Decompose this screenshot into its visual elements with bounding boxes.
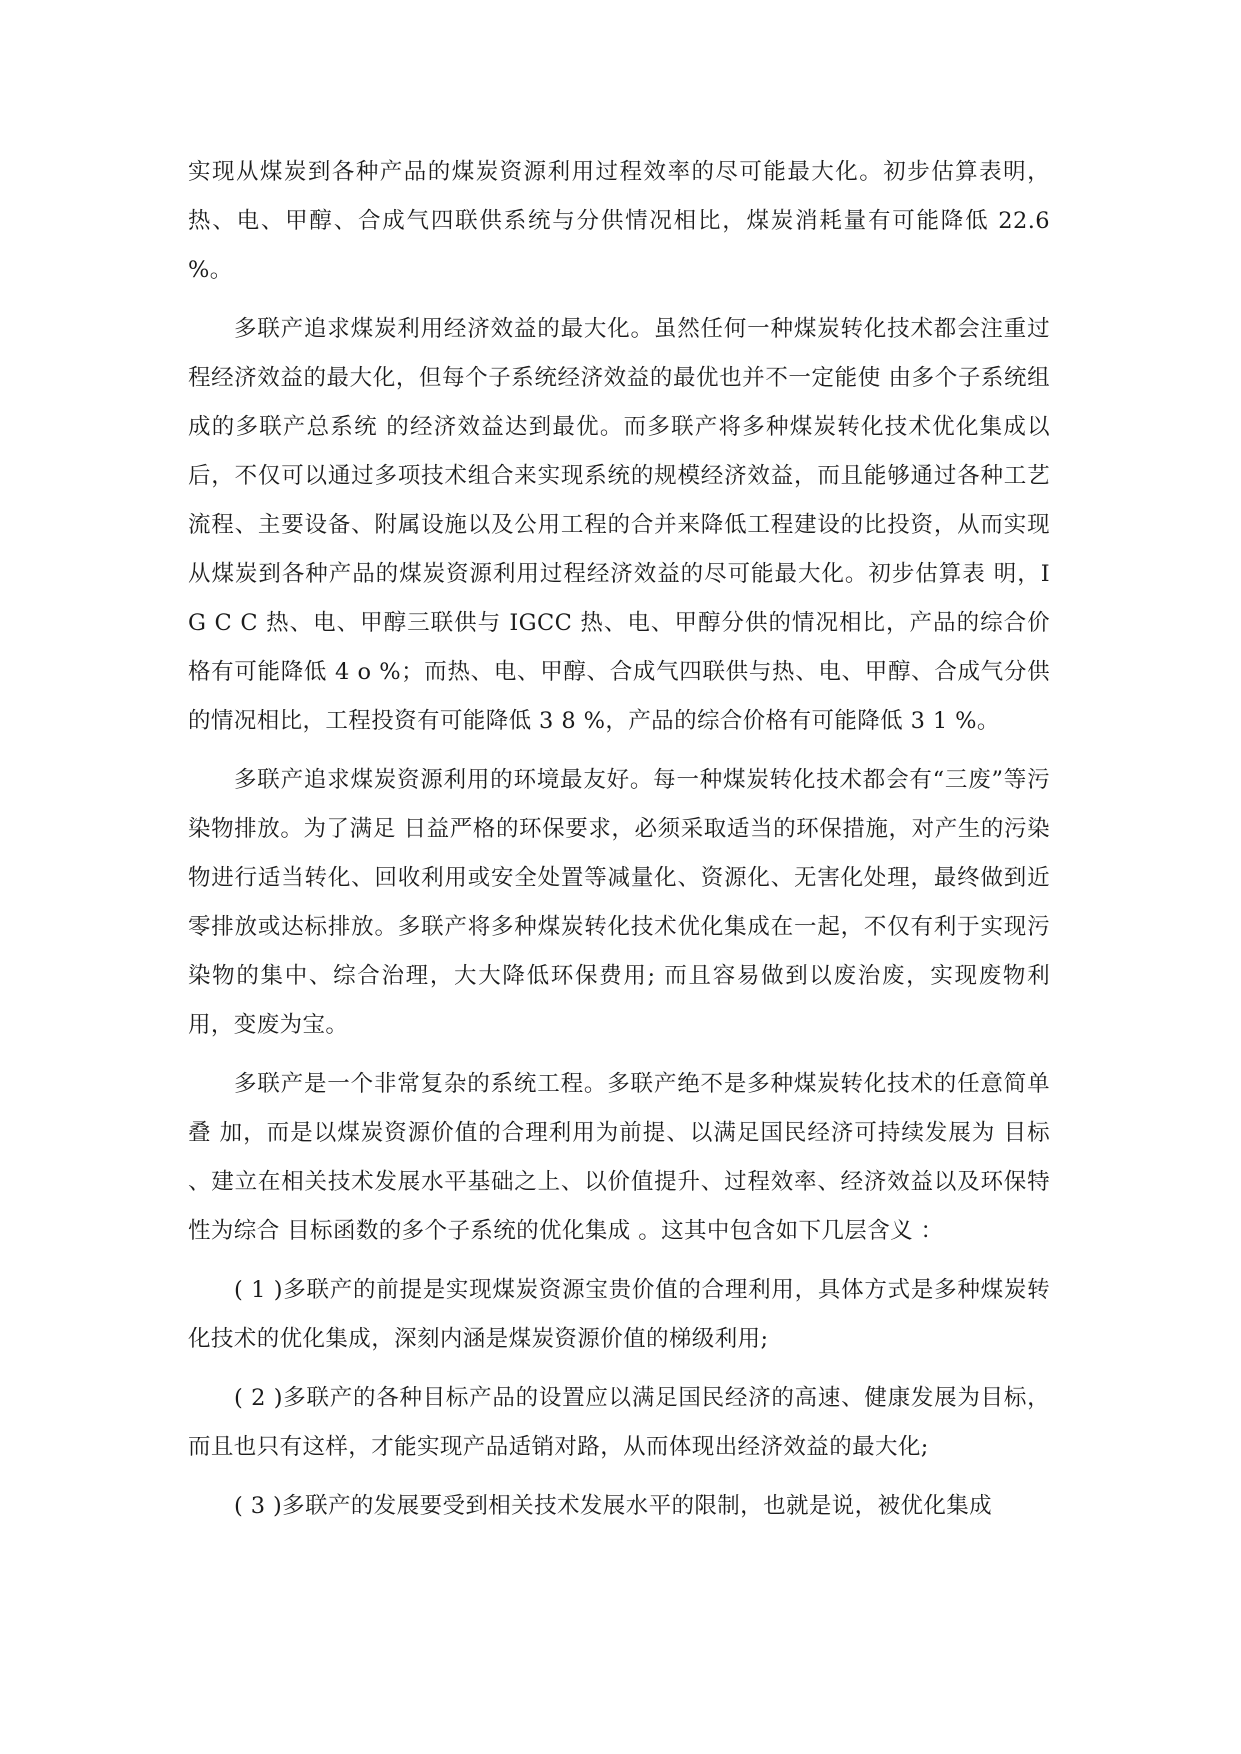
- paragraph-economic-benefit: 多联产追求煤炭利用经济效益的最大化。虽然任何一种煤炭转化技术都会注重过程经济效益的最大化，但每个子系统经济效益的最优也并不一定能使 由多个子系统组成的多联产总系统 的经济效益达到最优。而多联产将多种煤炭转化技术优化集成以后，不仅可以通过多项技术组合来实现系统的规模经济效益，而且能够通过各种工艺流程、主要设备、附属设施以及公用工程的合并来降低工程建设的比投资，从而实现从煤炭到各种产品的煤炭资源利用过程经济效益的尽可能最大化。初步估算表 明，I G C C 热、电、甲醇三联供与 IGCC 热、电、甲醇分供的情况相比，产品的综合价格有可能降低 4 o %；而热、电、甲醇、合成气四联供与热、电、甲醇、合成气分供的情况相比，工程投资有可能降低 3 8 %，产品的综合价格有可能降低 3 1 %。: [188, 316, 1050, 734]
- paragraph-coal-efficiency-continued: 实现从煤炭到各种产品的煤炭资源利用过程效率的尽可能最大化。初步估算表明，热、电、甲醇、合成气四联供系统与分供情况相比，煤炭消耗量有可能降低 22.6 %。: [188, 159, 1050, 283]
- list-item-3: ( 3 )多联产的发展要受到相关技术发展水平的限制，也就是说，被优化集成: [234, 1493, 993, 1519]
- list-item-1: ( 1 )多联产的前提是实现煤炭资源宝贵价值的合理利用，具体方式是多种煤炭转化技术的优化集成，深刻内涵是煤炭资源价值的梯级利用;: [188, 1277, 1050, 1352]
- body-text: [188, 148, 1050, 1541]
- paragraph-environment: 多联产追求煤炭资源利用的环境最友好。每一种煤炭转化技术都会有“三废”等污染物排放。为了满足 日益严格的环保要求，必须采取适当的环保措施，对产生的污染物进行适当转化、回收利用或安全处置等减量化、资源化、无害化处理，最终做到近零排放或达标排放。多联产将多种煤炭转化技术优化集成在一起，不仅有利于实现污染物的集中、综合治理，大大降低环保费用; 而且容易做到以废治废，实现废物利用，变废为宝。: [188, 767, 1050, 1038]
- paragraph-system-engineering: 多联产是一个非常复杂的系统工程。多联产绝不是多种煤炭转化技术的任意简单叠 加，而是以煤炭资源价值的合理利用为前提、以满足国民经济可持续发展为 目标 、建立在相关技术发展水平基础之上、以价值提升、过程效率、经济效益以及环保特性为综合 目标函数的多个子系统的优化集成 。这其中包含如下几层含义 ：: [188, 1071, 1050, 1244]
- list-item-2: ( 2 )多联产的各种目标产品的设置应以满足国民经济的高速、健康发展为目标，而且也只有这样，才能实现产品适销对路，从而体现出经济效益的最大化;: [188, 1385, 1050, 1460]
